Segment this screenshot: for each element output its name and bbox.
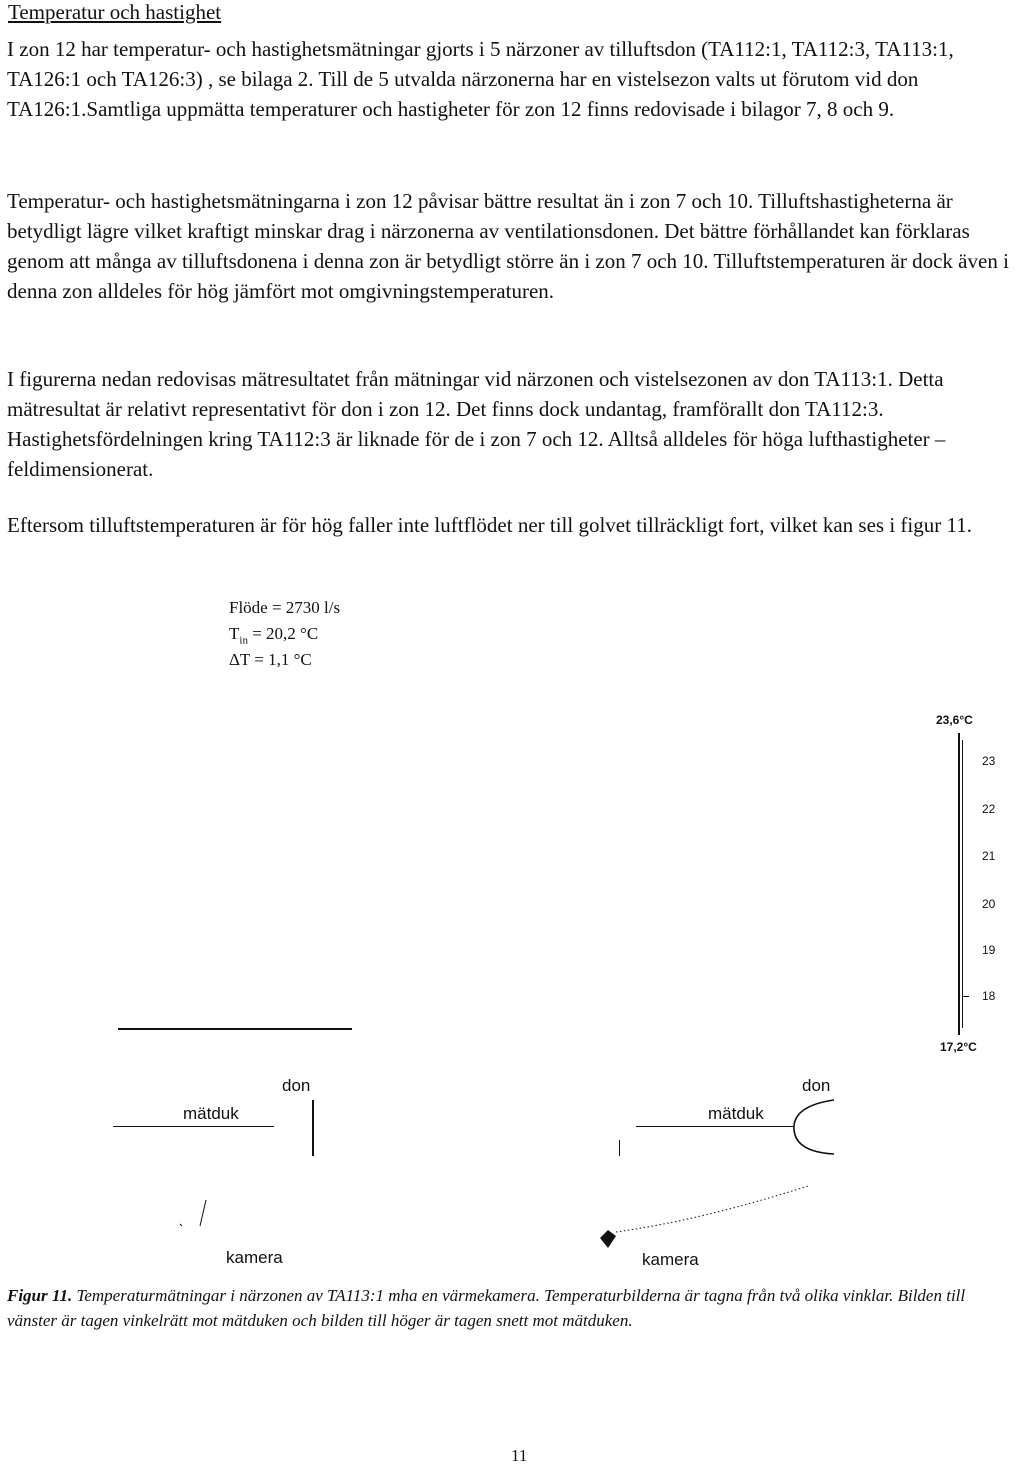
scale-tick-18: 18 bbox=[982, 989, 996, 1003]
scale-tick-21: 21 bbox=[982, 849, 996, 863]
right-kamera-label: kamera bbox=[642, 1250, 699, 1269]
scale-tick-20: 20 bbox=[982, 897, 996, 911]
right-don-shape bbox=[788, 1096, 836, 1160]
caption-label: Figur 11. bbox=[7, 1286, 73, 1305]
left-camera-pointer bbox=[176, 1196, 216, 1236]
paragraph-1: I zon 12 har temperatur- och hastighetsmätningar gjorts i 5 närzoner av tilluftsdon (TA112:1, TA112:3, TA113:1, TA126:1 och TA126:3) , se bilaga 2. Till de 5 utvalda närzonerna har en vistelsezon valts ut förutom vid don TA126:1.Samtliga uppmätta temperaturer och hastigheter för zon 12 finns redovisade i bilagor 7, 8 och 9. bbox=[7, 37, 954, 121]
supply-temperature: $T_{in} = 20,2$ °C bbox=[229, 624, 319, 647]
temperature-difference: ΔT = 1,1 °C bbox=[229, 650, 312, 669]
right-matduk-line bbox=[636, 1126, 794, 1127]
scale-bar-right bbox=[962, 740, 963, 1028]
left-don-label: don bbox=[282, 1076, 311, 1095]
scale-max-label: 23,6°C bbox=[936, 713, 973, 727]
caption-text: Temperaturmätningar i närzonen av TA113:1 mha en värmekamera. Temperaturbilderna är tagna från två olika vinklar. Bilden till vänster är tagen vinkelrätt mot mätduken och bilden till höger är tagen snett mot mätduken. bbox=[7, 1286, 966, 1330]
scale-tick-23: 23 bbox=[982, 754, 996, 768]
left-don-line bbox=[312, 1100, 314, 1156]
scale-bar-left bbox=[958, 733, 960, 1035]
paragraph-3: I figurerna nedan redovisas mätresultatet från mätningar vid närzonen och vistelsezonen av don TA113:1. Detta mätresultat är relativt representativt för don i zon 12. Det finns dock undantag, framförallt don TA112:3. Hastighetsfördelningen kring TA112:3 är liknade för de i zon 7 och 12. Alltså alldeles för höga lufthastigheter – feldimensionerat. bbox=[7, 367, 946, 481]
right-don-label: don bbox=[802, 1076, 831, 1095]
right-matduk-label: mätduk bbox=[708, 1104, 764, 1123]
scale-tick-18-mark bbox=[962, 996, 969, 997]
left-matduk-label: mätduk bbox=[183, 1104, 239, 1123]
page-number: 11 bbox=[511, 1446, 528, 1465]
left-matduk-line bbox=[113, 1126, 274, 1127]
scale-min-label: 17,2°C bbox=[940, 1040, 977, 1054]
camera-icon bbox=[600, 1230, 616, 1248]
paragraph-4: Eftersom tilluftstemperaturen är för hög faller inte luftflödet ner till golvet tillräckligt fort, vilket kan ses i figur 11. bbox=[7, 513, 972, 537]
left-kamera-label: kamera bbox=[226, 1248, 283, 1267]
scale-tick-19: 19 bbox=[982, 943, 996, 957]
paragraph-2: Temperatur- och hastighetsmätningarna i zon 12 påvisar bättre resultat än i zon 7 och 10. Tilluftshastigheterna är betydligt lägre vilket kraftigt minskar drag i närzonerna av ventilationsdonen. Det bättre förhållandet kan förklaras genom att många av tilluftsdonena i denna zon är betydligt större än i zon 7 och 10. Tilluftstemperaturen är dock även i denna zon alldeles för hög jämfört mot omgivningstemperaturen. bbox=[7, 189, 1009, 303]
right-camera-sightline bbox=[592, 1180, 812, 1260]
section-heading: Temperatur och hastighet bbox=[8, 0, 222, 24]
figure-caption bbox=[7, 1283, 1019, 1333]
right-vertical-mark bbox=[619, 1140, 620, 1156]
scale-tick-22: 22 bbox=[982, 802, 996, 816]
left-horizon-line bbox=[118, 1028, 352, 1030]
flow-value: Flöde = 2730 l/s bbox=[229, 598, 341, 617]
